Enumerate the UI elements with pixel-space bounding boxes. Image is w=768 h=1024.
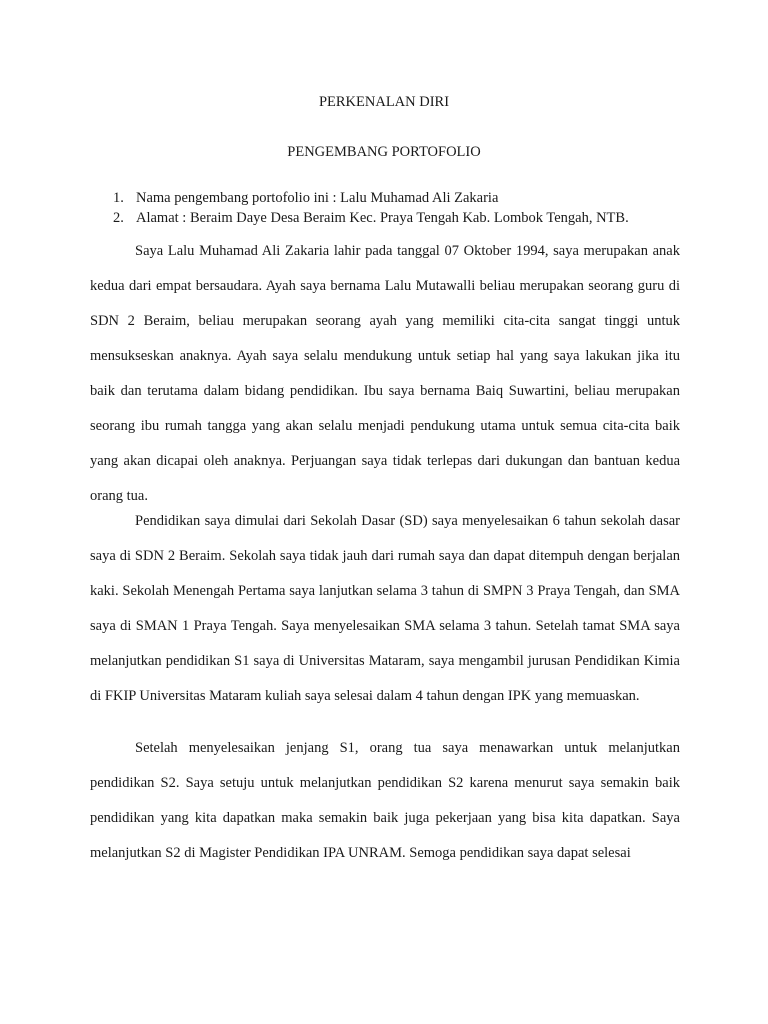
list-item-number: 2. (113, 210, 124, 226)
paragraph-education: Pendidikan saya dimulai dari Sekolah Dasar (SD) saya menyelesaikan 6 tahun sekolah dasar saya di SDN 2 Beraim. Sekolah saya tidak jauh dari rumah saya dan dapat ditempuh dengan berjalan kaki. Sekolah Menengah Pertama saya lanjutkan selama 3 tahun di SMPN 3 Praya Tengah, dan SMA saya di SMAN 1 Praya Tengah. Saya menyelesaikan SMA selama 3 tahun. Setelah tamat SMA saya melanjutkan pendidikan S1 saya di Universitas Mataram, saya mengambil jurusan Pendidikan Kimia di FKIP Universitas Mataram kuliah saya selesai dalam 4 tahun dengan IPK yang memuaskan. (90, 513, 680, 704)
paragraph-family: Saya Lalu Muhamad Ali Zakaria lahir pada tanggal 07 Oktober 1994, saya merupakan anak kedua dari empat bersaudara. Ayah saya bernama Lalu Mutawalli beliau merupakan seorang guru di SDN 2 Beraim, beliau merupakan seorang ayah yang memiliki cita-cita sangat tinggi untuk mensukseskan anaknya. Ayah saya selalu mendukung untuk setiap hal yang saya lakukan jika itu baik dan terutama dalam bidang pendidikan. Ibu saya bernama Baiq Suwartini, beliau merupakan seorang ibu rumah tangga yang akan selalu menjadi pendukung utama untuk semua cita-cita baik yang akan dicapai oleh anaknya. Perjuangan saya tidak terlepas dari dukungan dan bantuan kedua orang tua. (90, 243, 680, 504)
document-subtitle: PENGEMBANG PORTOFOLIO (287, 144, 481, 160)
paragraph-postgraduate: Setelah menyelesaikan jenjang S1, orang tua saya menawarkan untuk melanjutkan pendidikan S2. Saya setuju untuk melanjutkan pendidikan S2 karena menurut saya semakin baik pendidikan yang kita dapatkan maka semakin baik juga pekerjaan yang bisa kita dapatkan. Saya melanjutkan S2 di Magister Pendidikan IPA UNRAM. Semoga pendidikan saya dapat selesai (90, 740, 680, 861)
list-item-text: Alamat : Beraim Daye Desa Beraim Kec. Praya Tengah Kab. Lombok Tengah, NTB. (136, 210, 629, 226)
document-title: PERKENALAN DIRI (318, 94, 450, 110)
list-item-text: Nama pengembang portofolio ini : Lalu Muhamad Ali Zakaria (136, 190, 499, 206)
identity-list (0, 188, 768, 228)
list-item (0, 208, 768, 228)
list-item (0, 188, 768, 208)
list-item-number: 1. (113, 190, 124, 206)
